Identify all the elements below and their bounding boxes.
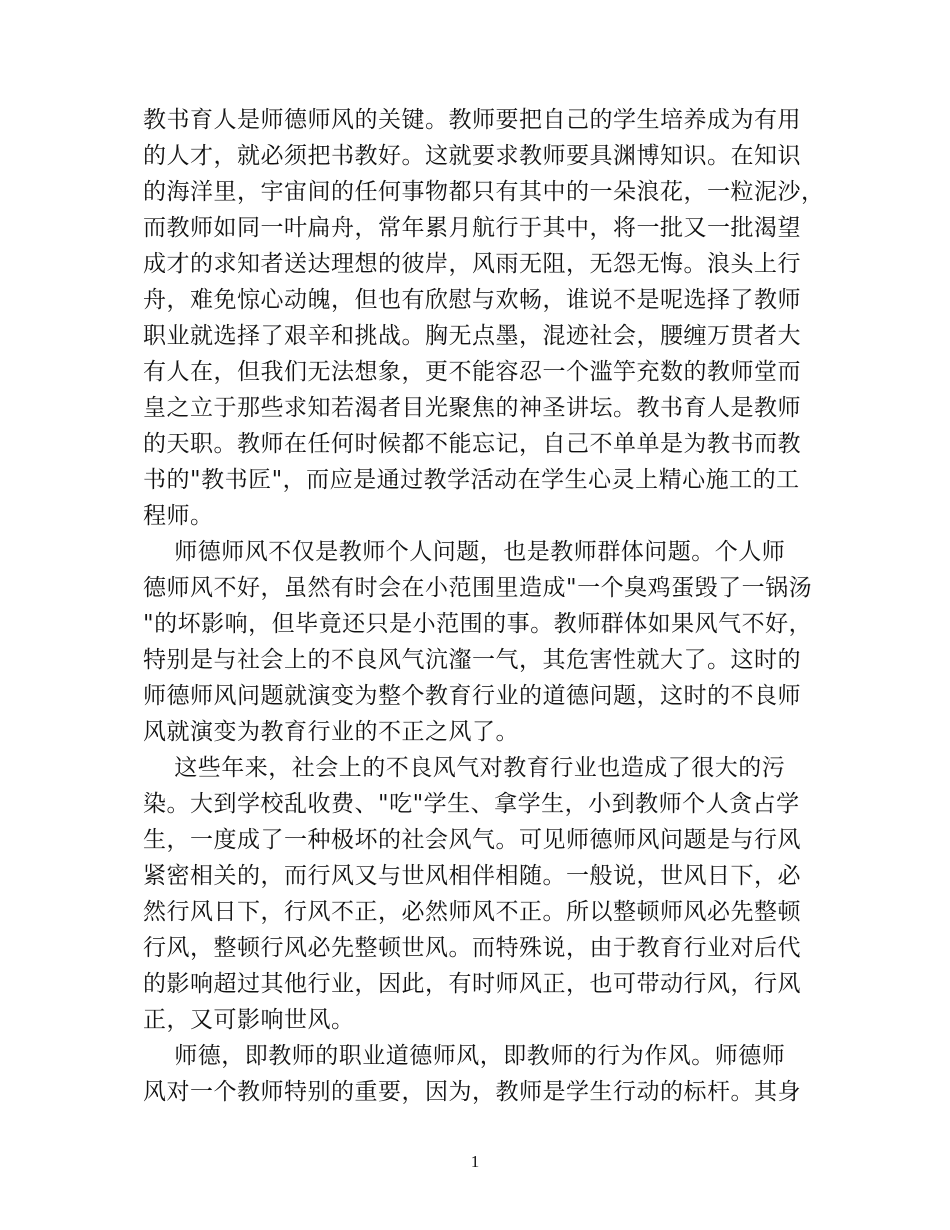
text-line: 的人才，就必须把书教好。这就要求教师要具渊博知识。在知识 — [143, 143, 801, 169]
text-line: 然行风日下，行风不正，必然师风不正。所以整顿师风必先整顿 — [143, 899, 801, 925]
text-line: 教书育人是师德师风的关键。教师要把自己的学生培养成为有用 — [143, 107, 801, 133]
text-line: 皇之立于那些求知若渴者目光聚焦的神圣讲坛。教书育人是教师 — [143, 395, 801, 421]
text-line: 风就演变为教育行业的不正之风了。 — [143, 719, 519, 745]
text-line: 风对一个教师特别的重要，因为，教师是学生行动的标杆。其身 — [143, 1079, 801, 1105]
text-line: 德师风不好，虽然有时会在小范围里造成"一个臭鸡蛋毁了一锅汤 — [143, 575, 813, 601]
text-line: 师德师风不仅是教师个人问题，也是教师群体问题。个人师 — [143, 539, 786, 565]
text-line: 特别是与社会上的不良风气沆瀣一气，其危害性就大了。这时的 — [143, 647, 801, 673]
text-line: 染。大到学校乱收费、"吃"学生、拿学生，小到教师个人贪占学 — [143, 791, 800, 817]
text-line: 舟，难免惊心动魄，但也有欣慰与欢畅，谁说不是呢选择了教师 — [143, 287, 801, 313]
text-line: 有人在，但我们无法想象，更不能容忍一个滥竽充数的教师堂而 — [143, 359, 801, 385]
text-line: 的影响超过其他行业，因此，有时师风正，也可带动行风，行风 — [143, 971, 801, 997]
text-line: 的天职。教师在任何时候都不能忘记，自己不单单是为教书而教 — [143, 431, 801, 457]
text-line: 程师。 — [143, 503, 214, 529]
text-line: 正，又可影响世风。 — [143, 1007, 355, 1033]
text-line: 师德师风问题就演变为整个教育行业的道德问题，这时的不良师 — [143, 683, 801, 709]
text-line: 师德，即教师的职业道德师风，即教师的行为作风。师德师 — [143, 1043, 786, 1069]
text-line: 紧密相关的，而行风又与世风相伴相随。一般说，世风日下，必 — [143, 863, 801, 889]
text-line: 的海洋里，宇宙间的任何事物都只有其中的一朵浪花，一粒泥沙， — [143, 179, 825, 205]
text-line: 而教师如同一叶扁舟，常年累月航行于其中，将一批又一批渴望 — [143, 215, 801, 241]
text-line: 生，一度成了一种极坏的社会风气。可见师德师风问题是与行风 — [143, 827, 801, 853]
text-line: 书的"教书匠"，而应是通过教学活动在学生心灵上精心施工的工 — [143, 467, 800, 493]
page-number: 1 — [470, 1152, 480, 1171]
text-line: 职业就选择了艰辛和挑战。胸无点墨，混迹社会，腰缠万贯者大 — [143, 323, 801, 349]
text-line: 行风，整顿行风必先整顿世风。而特殊说，由于教育行业对后代 — [143, 935, 801, 961]
text-line: 这些年来，社会上的不良风气对教育行业也造成了很大的污 — [143, 755, 786, 781]
text-line: "的坏影响，但毕竟还只是小范围的事。教师群体如果风气不好， — [143, 611, 813, 637]
text-line: 成才的求知者送达理想的彼岸，风雨无阻，无怨无悔。浪头上行 — [143, 251, 801, 277]
